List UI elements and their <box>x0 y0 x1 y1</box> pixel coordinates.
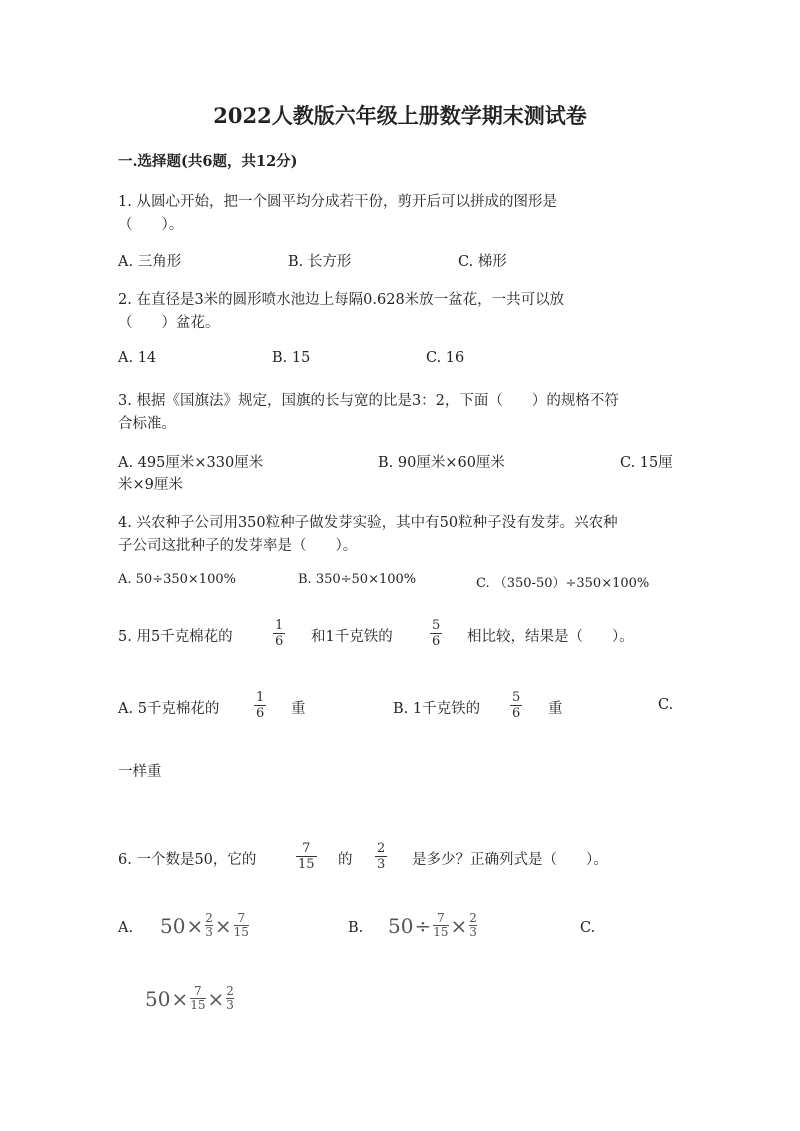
q6-stem-part1: 6. 一个数是50，它的 <box>118 852 257 868</box>
times-sign: × <box>214 913 232 938</box>
q1-option-c[interactable]: C. 梯形 <box>458 254 507 270</box>
numerator: 7 <box>237 911 246 925</box>
q5-stem-part2: 和1千克铁的 <box>311 629 393 645</box>
q6-option-c-expression[interactable] <box>145 985 235 1012</box>
denominator: 15 <box>298 857 315 872</box>
numerator: 5 <box>432 618 441 633</box>
q6-option-a-label[interactable]: A. <box>118 920 134 936</box>
times-sign: × <box>450 913 468 938</box>
q6-stem-fraction-1 <box>296 841 317 872</box>
q1-stem-line2: （ ）。 <box>118 217 184 233</box>
times-sign: × <box>171 986 189 1011</box>
q2-stem-line2: （ ）盆花。 <box>118 315 220 331</box>
q2-option-b[interactable]: B. 15 <box>272 350 311 366</box>
numerator: 1 <box>256 690 265 705</box>
page-title: 2022人教版六年级上册数学期末测试卷 <box>213 103 587 128</box>
q5-option-a-text: A. 5千克棉花的 <box>118 701 220 717</box>
q5-option-a-fraction <box>254 690 266 721</box>
numerator: 5 <box>512 690 521 705</box>
denominator: 15 <box>190 998 206 1012</box>
q6-option-c-label[interactable]: C. <box>580 920 596 936</box>
q6-option-a-expression[interactable] <box>160 912 250 939</box>
q1-option-b[interactable]: B. 长方形 <box>288 254 352 270</box>
number: 50 <box>145 986 171 1011</box>
denominator: 6 <box>256 706 265 721</box>
q6-stem-part2: 的 <box>338 852 353 868</box>
numerator: 2 <box>205 911 213 925</box>
divide-sign: ÷ <box>414 913 432 938</box>
fraction <box>226 985 234 1012</box>
numerator: 2 <box>377 841 386 856</box>
q5-option-c-label[interactable]: C. <box>658 697 674 713</box>
q2-option-c[interactable]: C. 16 <box>426 350 465 366</box>
q3-option-c[interactable]: C. 15厘 <box>620 455 673 471</box>
fraction <box>234 912 249 939</box>
fraction <box>205 912 213 939</box>
denominator: 3 <box>469 925 477 939</box>
denominator: 3 <box>226 998 234 1012</box>
times-sign: × <box>186 913 204 938</box>
q2-option-a[interactable]: A. 14 <box>118 350 157 366</box>
denominator: 15 <box>233 925 249 939</box>
numerator: 7 <box>302 841 311 856</box>
q5-stem-part3: 相比较，结果是（ ）。 <box>467 629 634 645</box>
numerator: 2 <box>226 984 234 998</box>
q6-stem-part3: 是多少？正确列式是（ ）。 <box>412 852 608 868</box>
number: 50 <box>388 913 414 938</box>
q6-option-b-expression[interactable] <box>388 912 478 939</box>
q5-option-a-tail: 重 <box>291 701 306 717</box>
q1-stem-line1: 1. 从圆心开始，把一个圆平均分成若干份，剪开后可以拼成的图形是 <box>118 194 557 210</box>
q6-option-b-label[interactable]: B. <box>348 920 364 936</box>
numerator: 7 <box>194 984 202 998</box>
q3-option-a[interactable]: A. 495厘米×330厘米 <box>118 455 264 471</box>
q3-option-b[interactable]: B. 90厘米×60厘米 <box>378 455 505 471</box>
q4-stem-line1: 4. 兴农种子公司用350粒种子做发芽实验，其中有50粒种子没有发芽。兴农种 <box>118 515 618 531</box>
q5-option-b-tail: 重 <box>548 701 563 717</box>
denominator: 6 <box>512 706 521 721</box>
q5-option-b-text: B. 1千克铁的 <box>393 701 481 717</box>
q3-option-c-wrap: 米×9厘米 <box>118 477 183 493</box>
numerator: 2 <box>469 911 477 925</box>
q4-option-b[interactable]: B. 350÷50×100% <box>298 572 417 587</box>
denominator: 6 <box>432 634 441 649</box>
q5-option-c-text: 一样重 <box>118 764 162 780</box>
q5-option-b-fraction <box>510 690 522 721</box>
times-sign: × <box>207 986 225 1011</box>
q3-stem-line2: 合标准。 <box>118 416 176 432</box>
denominator: 6 <box>275 634 284 649</box>
number: 50 <box>160 913 186 938</box>
q5-stem-part1: 5. 用5千克棉花的 <box>118 629 233 645</box>
q4-stem-line2: 子公司这批种子的发芽率是（ ）。 <box>118 538 358 554</box>
numerator: 7 <box>437 911 445 925</box>
q4-option-a[interactable]: A. 50÷350×100% <box>118 572 236 587</box>
section-heading: 一.选择题(共6题，共12分) <box>118 153 298 170</box>
q5-stem-fraction-2 <box>430 618 442 649</box>
denominator: 3 <box>205 925 213 939</box>
fraction <box>433 912 448 939</box>
q6-stem-fraction-2 <box>375 841 387 872</box>
denominator: 3 <box>377 857 386 872</box>
q1-option-a[interactable]: A. 三角形 <box>118 254 182 270</box>
fraction <box>190 985 205 1012</box>
q4-option-c[interactable]: C. （350-50）÷350×100% <box>476 576 650 591</box>
denominator: 15 <box>433 925 449 939</box>
numerator: 1 <box>275 618 284 633</box>
fraction <box>469 912 477 939</box>
q2-stem-line1: 2. 在直径是3米的圆形喷水池边上每隔0.628米放一盆花，一共可以放 <box>118 292 565 308</box>
q5-stem-fraction-1 <box>273 618 285 649</box>
q3-stem-line1: 3. 根据《国旗法》规定，国旗的长与宽的比是3：2，下面（ ）的规格不符 <box>118 393 619 409</box>
